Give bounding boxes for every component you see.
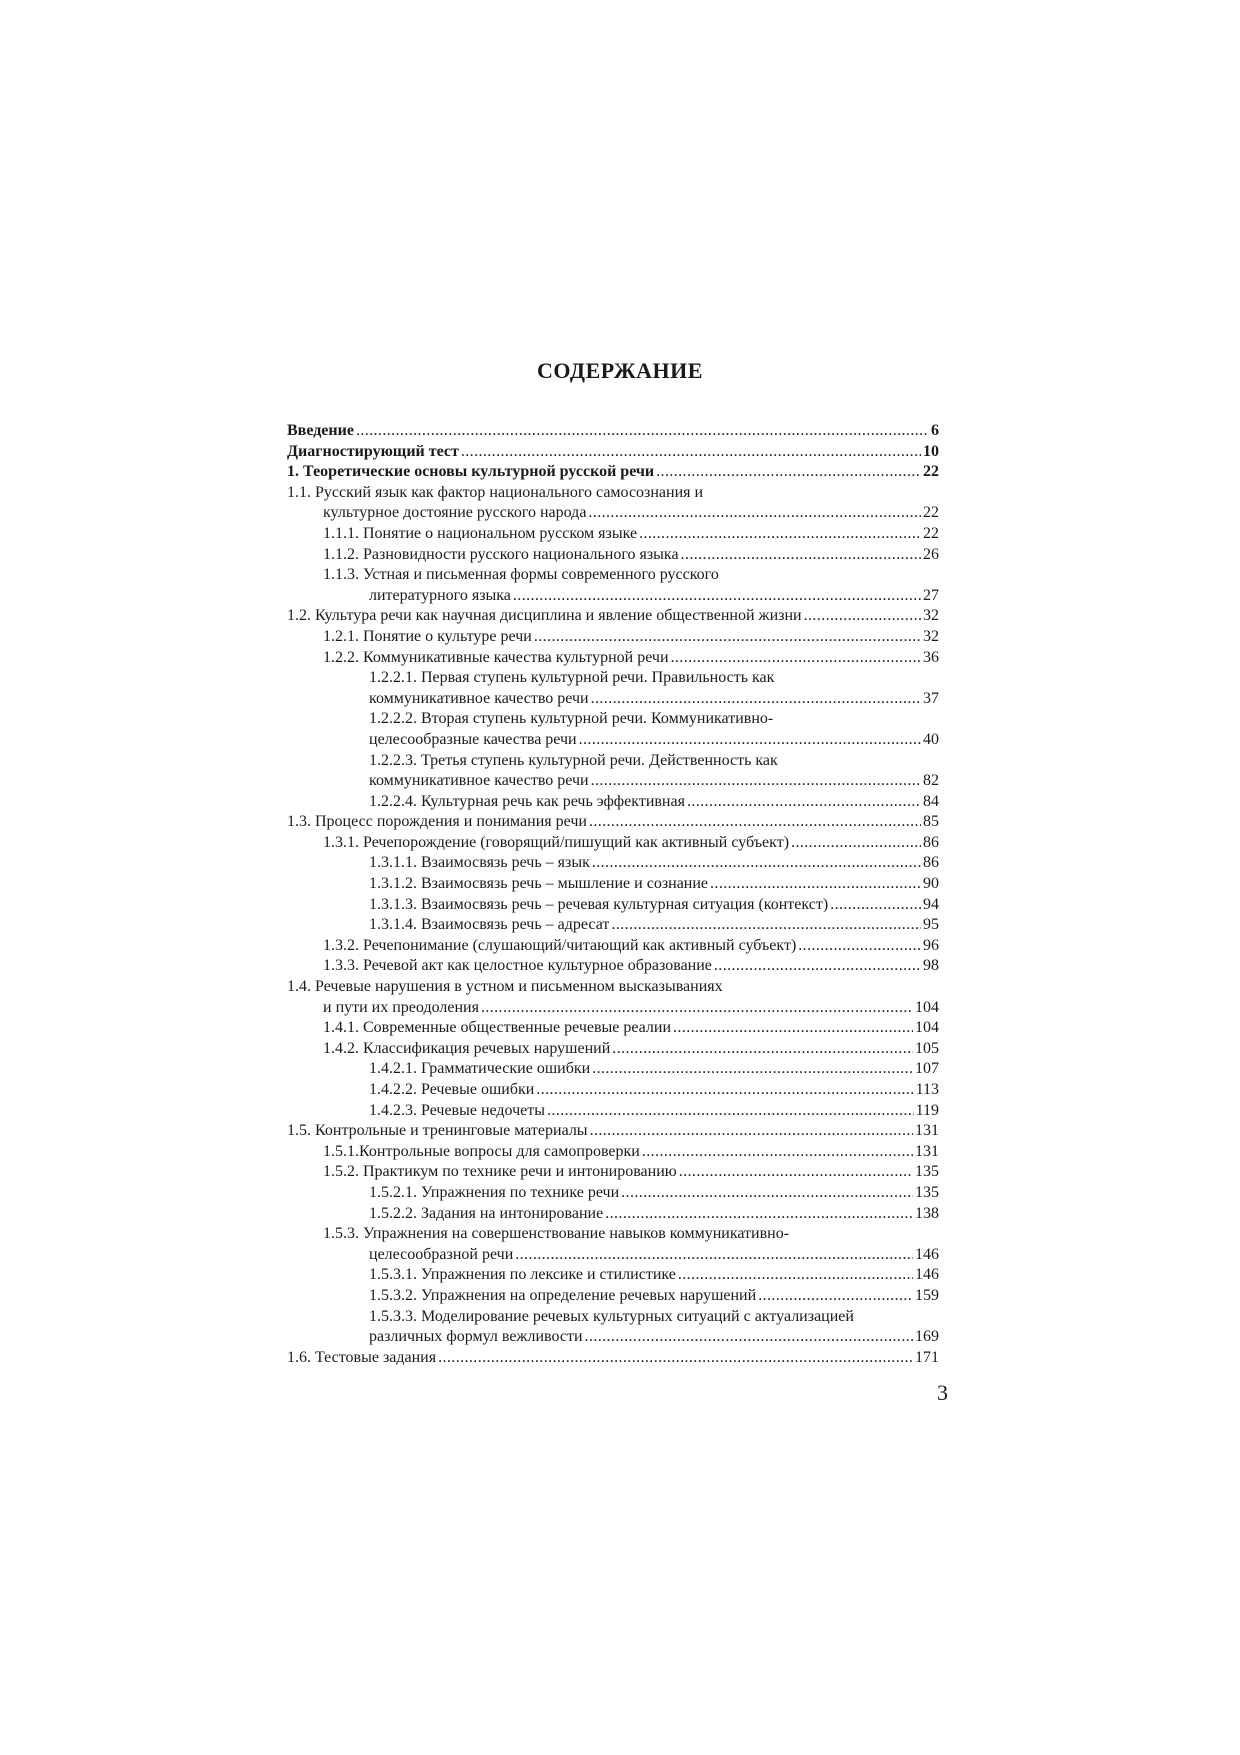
toc-entry: различных формул вежливости ..... 169: [287, 1327, 939, 1348]
toc-entry: 1.1. Русский язык как фактор национального самосознания и: [287, 483, 704, 501]
toc-entry: целесообразные качества речи ..... 40: [287, 730, 939, 751]
toc-entry: 1.3.3. Речевой акт как целостное культурное образование ..... 98: [287, 956, 939, 977]
toc-entry: 1.3.1.4. Взаимосвязь речь – адресат ..... 95: [287, 915, 939, 936]
page-title: СОДЕРЖАНИЕ: [537, 358, 703, 383]
toc-entry: 1.5.2.2. Задания на интонирование ..... 138: [287, 1204, 939, 1225]
toc-entry: 1.3.1.2. Взаимосвязь речь – мышление и сознание ..... 90: [287, 874, 939, 895]
toc-entry: 1.3.1.3. Взаимосвязь речь – речевая культурная ситуация (контекст) ..... 94: [287, 895, 939, 916]
toc-entry: 1.2. Культура речи как научная дисциплина и явление общественной жизни ..... 32: [287, 606, 939, 627]
toc-entry: 1.5. Контрольные и тренинговые материалы ..... 131: [287, 1121, 939, 1142]
toc-entry: 1.2.2. Коммуникативные качества культурной речи ..... 36: [287, 648, 939, 669]
toc-entry: 1. Теоретические основы культурной русской речи ..... 22: [287, 462, 939, 483]
toc-entry: 1.3.1. Речепорождение (говорящий/пишущий как активный субъект) ..... 86: [287, 833, 939, 854]
toc-entry: 1.2.1. Понятие о культуре речи ..... 32: [287, 627, 939, 648]
toc-entry: 1.4.1. Современные общественные речевые реалии ..... 104: [287, 1018, 939, 1039]
toc-entry: 1.5.1.Контрольные вопросы для самопроверки ..... 131: [287, 1142, 939, 1163]
toc-entry: 1.3.1.1. Взаимосвязь речь – язык ..... 86: [287, 853, 939, 874]
toc-entry: 1.2.2.1. Первая ступень культурной речи. Правильность как: [369, 669, 775, 687]
toc-entry: культурное достояние русского народа ..... 22: [287, 503, 939, 524]
table-of-contents: [287, 421, 939, 1368]
toc-entry: 1.2.2.3. Третья ступень культурной речи. Действенность как: [369, 751, 778, 769]
toc-entry: Диагностирующий тест ..... 10: [287, 442, 939, 463]
toc-entry: 1.3. Процесс порождения и понимания речи ..... 85: [287, 812, 939, 833]
toc-entry: и пути их преодоления ..... 104: [287, 998, 939, 1019]
toc-entry: 1.4.2.3. Речевые недочеты ..... 119: [287, 1101, 939, 1122]
toc-entry: 1.4.2.2. Речевые ошибки ..... 113: [287, 1080, 939, 1101]
toc-entry: 1.5.2.1. Упражнения по технике речи ..... 135: [287, 1183, 939, 1204]
toc-entry: целесообразной речи ..... 146: [287, 1245, 939, 1266]
toc-entry: 1.2.2.4. Культурная речь как речь эффективная ..... 84: [287, 792, 939, 813]
toc-entry: 1.2.2.2. Вторая ступень культурной речи. Коммуникативно-: [369, 710, 774, 728]
toc-entry: 1.5.2. Практикум по технике речи и интонированию ..... 135: [287, 1162, 939, 1183]
toc-entry: 1.5.3.1. Упражнения по лексике и стилистике ..... 146: [287, 1265, 939, 1286]
toc-entry: 1.5.3.3. Моделирование речевых культурных ситуаций с актуализацией: [369, 1307, 854, 1325]
toc-entry: 1.4. Речевые нарушения в устном и письменном высказываниях: [287, 978, 723, 996]
toc-entry: 1.3.2. Речепонимание (слушающий/читающий как активный субъект) ..... 96: [287, 936, 939, 957]
toc-entry: 1.1.1. Понятие о национальном русском языке ..... 22: [287, 524, 939, 545]
toc-entry: 1.4.2. Классификация речевых нарушений ..... 105: [287, 1039, 939, 1060]
toc-entry: 1.5.3.2. Упражнения на определение речевых нарушений ..... 159: [287, 1286, 939, 1307]
toc-entry: 1.5.3. Упражнения на совершенствование навыков коммуникативно-: [323, 1225, 790, 1243]
toc-entry: 1.4.2.1. Грамматические ошибки ..... 107: [287, 1059, 939, 1080]
toc-entry: 1.6. Тестовые задания ..... 171: [287, 1348, 939, 1369]
toc-entry: 1.1.3. Устная и письменная формы современного русского: [323, 566, 719, 584]
toc-entry: коммуникативное качество речи ..... 37: [287, 689, 939, 710]
toc-entry: коммуникативное качество речи ..... 82: [287, 771, 939, 792]
page-number: 3: [937, 1380, 948, 1405]
toc-entry: Введение ..... 6: [287, 421, 939, 442]
toc-entry: 1.1.2. Разновидности русского национального языка ..... 26: [287, 545, 939, 566]
toc-entry: литературного языка ..... 27: [287, 586, 939, 607]
